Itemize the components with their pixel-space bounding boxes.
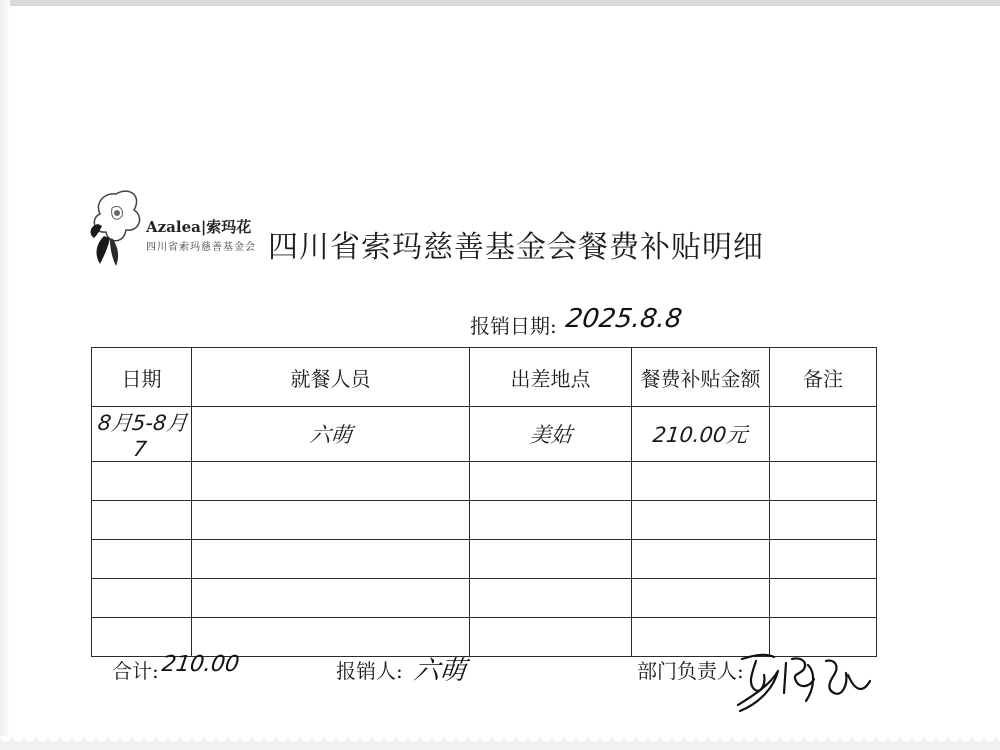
cell-remarks xyxy=(770,540,877,579)
cell-location xyxy=(470,462,632,501)
scan-left-shadow xyxy=(0,0,10,750)
table-row xyxy=(92,501,877,540)
table-row xyxy=(92,579,877,618)
cell-location xyxy=(470,540,632,579)
cell-diners xyxy=(192,462,470,501)
cell-date: 8月5-8月7 xyxy=(92,407,192,462)
cell-amount xyxy=(632,462,770,501)
header-remarks: 备注 xyxy=(770,348,877,407)
cell-diners xyxy=(192,540,470,579)
reimburser-label: 报销人: xyxy=(336,659,403,683)
cell-remarks xyxy=(770,462,877,501)
cell-remarks xyxy=(770,579,877,618)
logo-subtitle: 四川省索玛慈善基金会 xyxy=(146,242,256,253)
cell-diners: 六萌 xyxy=(192,407,470,462)
total-label: 合计: xyxy=(112,659,159,683)
scan-top-edge xyxy=(0,0,1000,6)
table-row xyxy=(92,407,877,462)
cell-date xyxy=(92,618,192,657)
cell-remarks xyxy=(770,407,877,462)
cell-diners xyxy=(192,579,470,618)
report-date-value: 2025.8.8 xyxy=(563,304,684,334)
table-row xyxy=(92,540,877,579)
cell-date xyxy=(92,540,192,579)
header-date: 日期 xyxy=(92,348,192,407)
report-date-label: 报销日期: xyxy=(470,314,557,338)
header-location: 出差地点 xyxy=(470,348,632,407)
cell-amount: 210.00元 xyxy=(632,407,770,462)
azalea-flower-icon xyxy=(90,186,148,270)
document-title: 四川省索玛慈善基金会餐费补贴明细 xyxy=(268,230,764,265)
table-row xyxy=(92,462,877,501)
dept-head-label: 部门负责人: xyxy=(637,659,744,683)
cell-amount xyxy=(632,501,770,540)
cell-diners xyxy=(192,501,470,540)
cell-location: 美姑 xyxy=(470,407,632,462)
scan-bottom-torn-edge xyxy=(0,736,1000,750)
cell-amount xyxy=(632,579,770,618)
foundation-logo xyxy=(90,186,260,270)
cell-location xyxy=(470,618,632,657)
header-diners: 就餐人员 xyxy=(192,348,470,407)
cell-date xyxy=(92,579,192,618)
meal-allowance-table xyxy=(91,347,877,657)
total-value: 210.00 xyxy=(160,652,241,677)
cell-remarks xyxy=(770,501,877,540)
header-amount: 餐费补贴金额 xyxy=(632,348,770,407)
logo-brand-text: Azalea|索玛花 xyxy=(146,218,252,236)
cell-date xyxy=(92,501,192,540)
table-header-row xyxy=(92,348,877,407)
cell-amount xyxy=(632,540,770,579)
reimburser-value: 六萌 xyxy=(412,656,468,686)
cell-location xyxy=(470,579,632,618)
cell-location xyxy=(470,501,632,540)
handwritten-signature-icon xyxy=(730,645,880,715)
cell-date xyxy=(92,462,192,501)
